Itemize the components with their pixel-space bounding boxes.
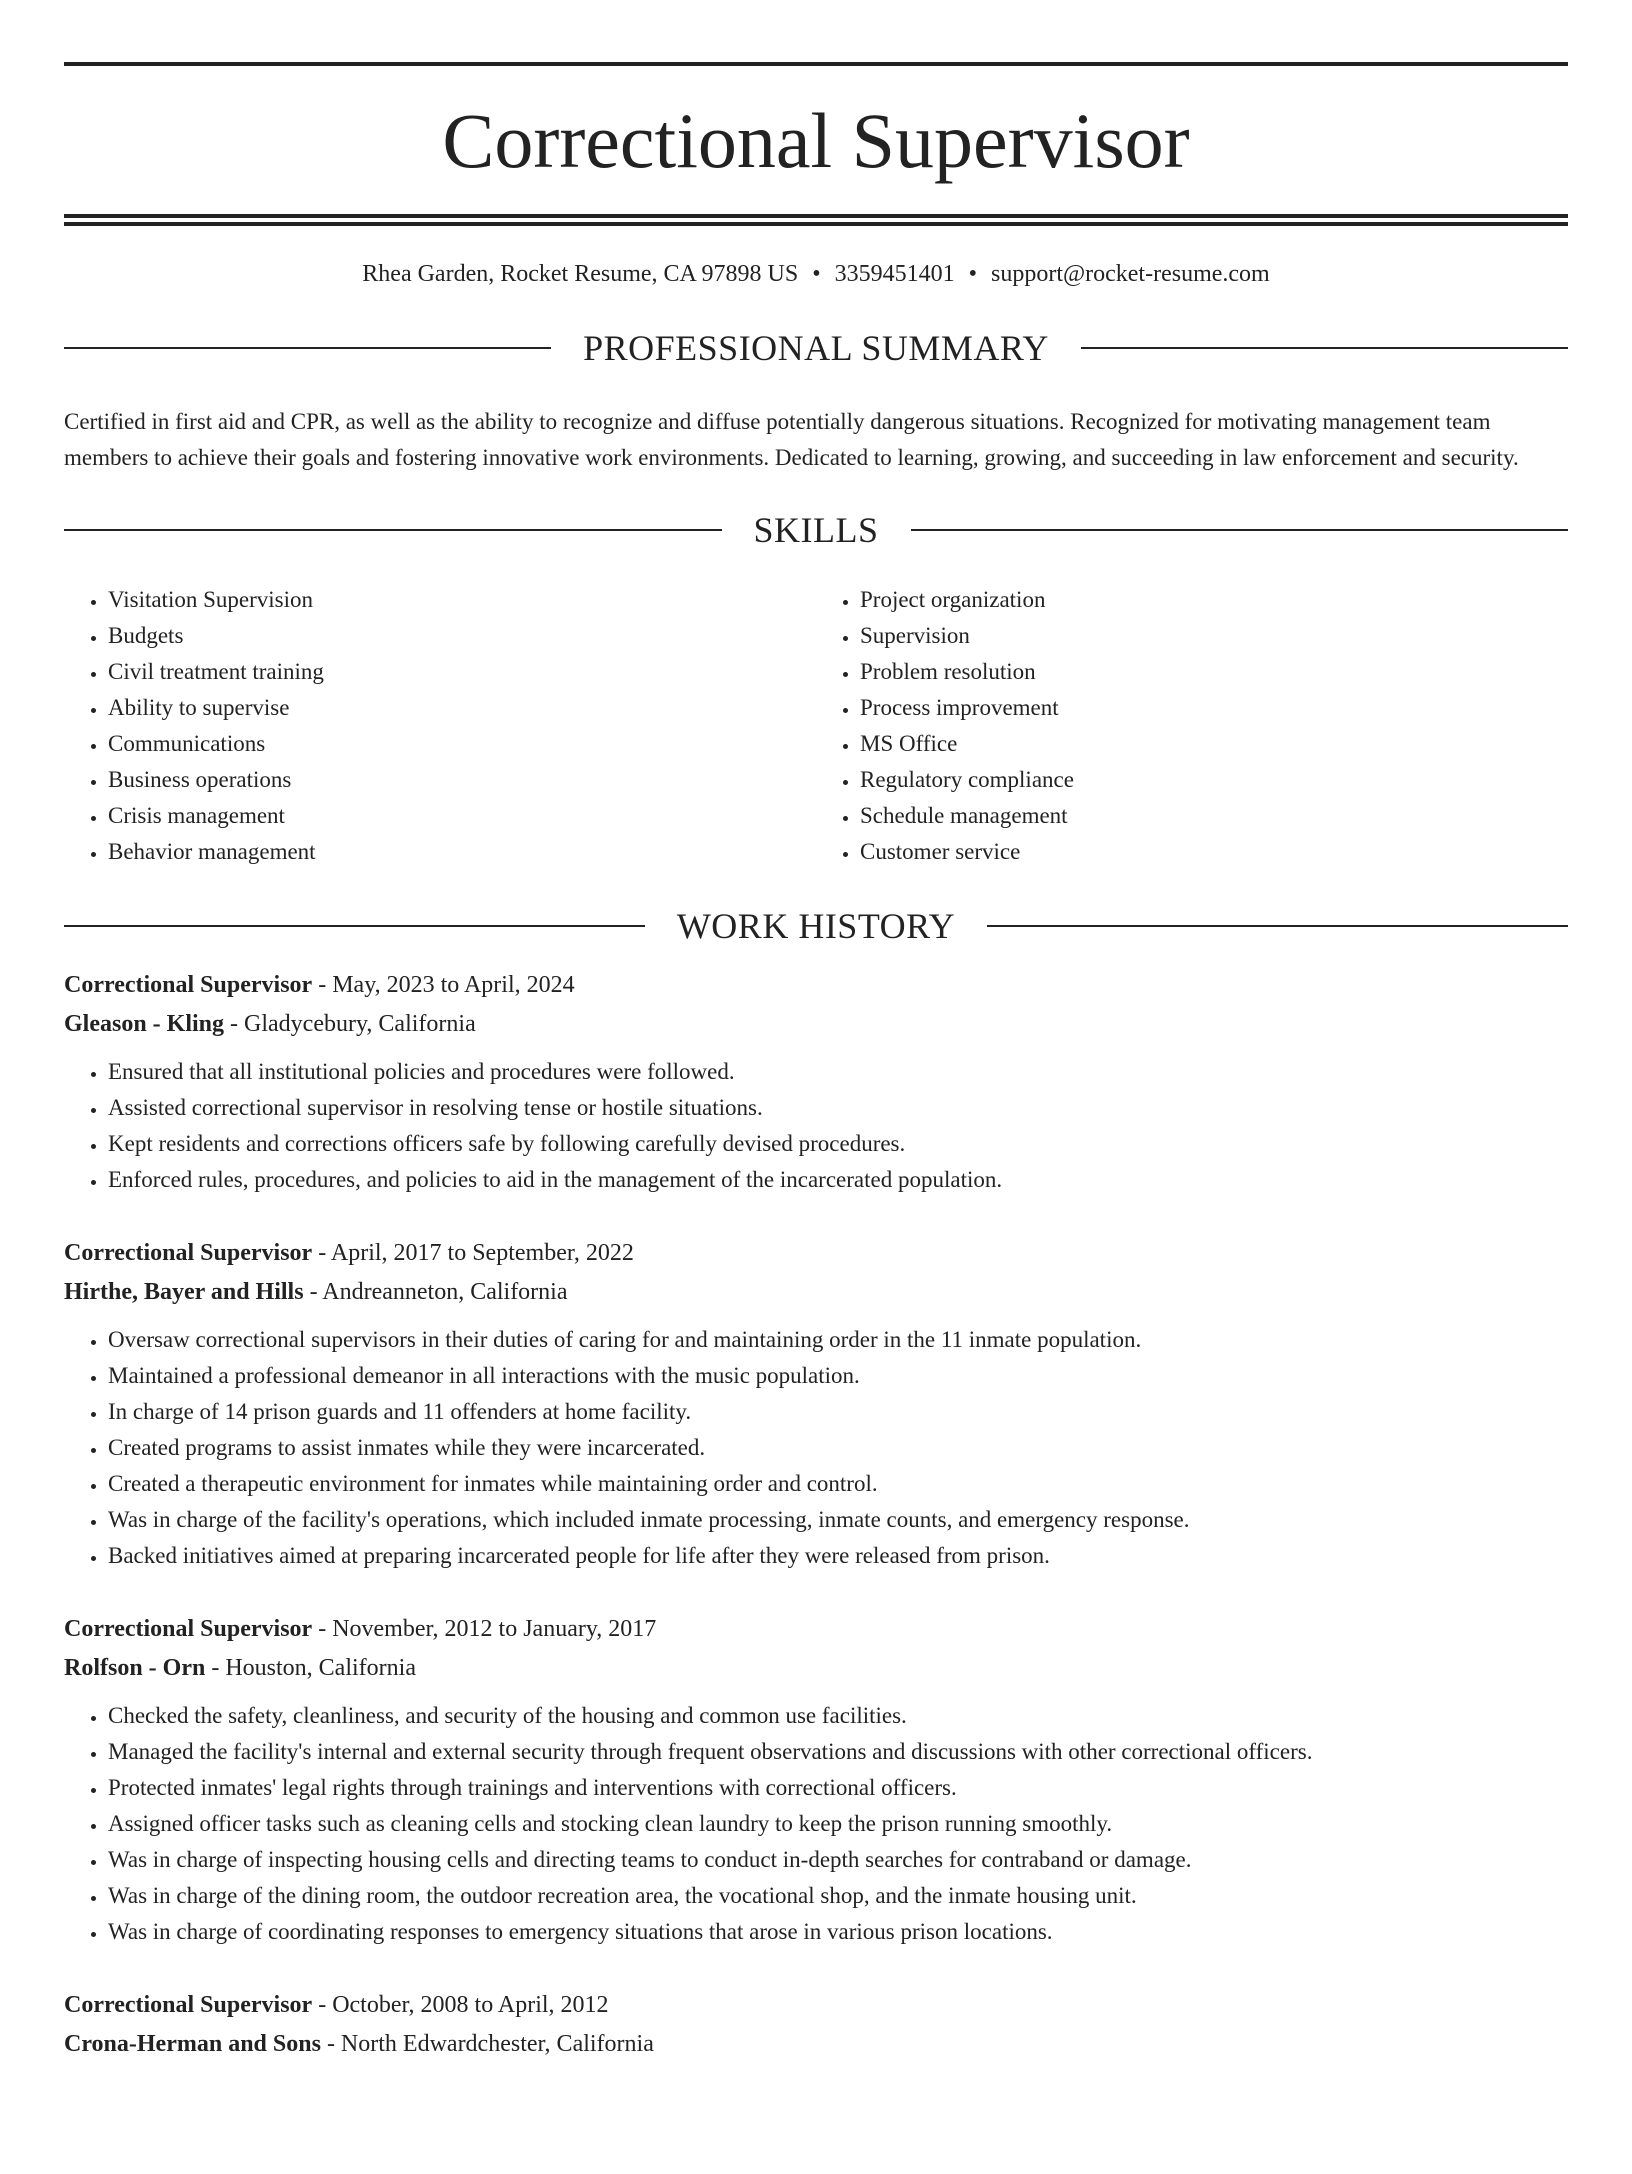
section-title: SKILLS (753, 510, 879, 550)
job-entry (64, 966, 1568, 1198)
job-company: Crona-Herman and Sons (64, 2031, 321, 2057)
job-company: Rolfson - Orn (64, 1655, 206, 1681)
skill-item: • Supervision (860, 618, 1568, 654)
job-dates: - April, 2017 to September, 2022 (312, 1240, 634, 1266)
skill-item: • MS Office (860, 726, 1568, 762)
heading-rule-left (64, 925, 645, 927)
job-company: Gleason - Kling (64, 1011, 225, 1037)
job-title: Correctional Supervisor (64, 972, 313, 998)
job-duty-item: • Was in charge of the dining room, the outdoor recreation area, the vocational shop, and the inmate housing unit. (108, 1878, 1568, 1914)
job-duty-item: • Managed the facility's internal and external security through frequent observations and discussions with other correctional officers. (108, 1734, 1568, 1770)
contact-line (64, 262, 1568, 286)
contact-separator: • (812, 261, 821, 287)
job-duties (64, 1698, 1568, 1950)
skill-item: • Communications (108, 726, 816, 762)
summary-text: Certified in first aid and CPR, as well as the ability to recognize and diffuse potentially dangerous situations. Recognized for motivating management team members to achieve their goals and fostering innovative work environments. Dedicated to learning, growing, and succeeding in law enforcement and security. (64, 409, 1519, 470)
skill-item: • Ability to supervise (108, 690, 816, 726)
section-title: PROFESSIONAL SUMMARY (583, 328, 1049, 368)
job-company: Hirthe, Bayer and Hills (64, 1279, 304, 1305)
section-title: WORK HISTORY (676, 906, 956, 946)
skill-item: • Civil treatment training (108, 654, 816, 690)
job-duty-item: • Maintained a professional demeanor in all interactions with the music population. (108, 1358, 1568, 1394)
skills-column-left (64, 582, 816, 870)
job-duty-item: • Oversaw correctional supervisors in their duties of caring for and maintaining order in the 11 inmate population. (108, 1322, 1568, 1358)
job-entry (64, 1986, 1568, 2064)
top-rule (64, 62, 1568, 66)
job-duty-item: • Created programs to assist inmates while they were incarcerated. (108, 1430, 1568, 1466)
job-title-line (64, 966, 1568, 1005)
skills-column-right (816, 582, 1568, 870)
job-entry (64, 1610, 1568, 1950)
job-entry (64, 1234, 1568, 1574)
job-duty-item: • Was in charge of coordinating responses to emergency situations that arose in various prison locations. (108, 1914, 1568, 1950)
job-title: Correctional Supervisor (64, 1992, 313, 2018)
job-title: Correctional Supervisor (64, 1616, 313, 1642)
contact-phone: 3359451401 (834, 261, 955, 287)
job-location: - North Edwardchester, California (320, 2031, 654, 2057)
skill-item: • Regulatory compliance (860, 762, 1568, 798)
heading-rule-left (64, 529, 722, 531)
job-duty-item: • Backed initiatives aimed at preparing incarcerated people for life after they were released from prison. (108, 1538, 1568, 1574)
skill-item: • Crisis management (108, 798, 816, 834)
job-duty-item: • Ensured that all institutional policies and procedures were followed. (108, 1054, 1568, 1090)
heading-rule-left (64, 347, 551, 349)
contact-separator: • (968, 261, 978, 287)
job-duty-item: • In charge of 14 prison guards and 11 offenders at home facility. (108, 1394, 1568, 1430)
job-duties (64, 1054, 1568, 1198)
job-company-line (64, 1649, 1568, 1688)
job-duty-item: • Protected inmates' legal rights through trainings and interventions with correctional officers. (108, 1770, 1568, 1806)
skill-item: • Problem resolution (860, 654, 1568, 690)
job-location: - Gladycebury, California (224, 1011, 476, 1037)
page-title: Correctional Supervisor (442, 97, 1190, 184)
heading-rule-right (911, 529, 1569, 531)
contact-email: support@rocket-resume.com (991, 261, 1270, 287)
skill-item: • Business operations (108, 762, 816, 798)
contact-address: Rhea Garden, Rocket Resume, CA 97898 US (362, 261, 799, 287)
job-company-line (64, 1273, 1568, 1312)
job-title-line (64, 1986, 1568, 2025)
skills-heading (64, 512, 1568, 548)
job-company-line (64, 1005, 1568, 1044)
job-title-line (64, 1234, 1568, 1273)
job-duty-item: • Assigned officer tasks such as cleaning cells and stocking clean laundry to keep the prison running smoothly. (108, 1806, 1568, 1842)
job-location: - Andreanneton, California (303, 1279, 568, 1305)
skill-item: • Project organization (860, 582, 1568, 618)
skill-item: • Behavior management (108, 834, 816, 870)
job-dates: - October, 2008 to April, 2012 (312, 1992, 609, 2018)
skills-list (64, 582, 1568, 870)
job-duty-item: • Enforced rules, procedures, and policies to aid in the management of the incarcerated population. (108, 1162, 1568, 1198)
job-title: Correctional Supervisor (64, 1240, 313, 1266)
skill-item: • Schedule management (860, 798, 1568, 834)
job-duty-item: • Created a therapeutic environment for inmates while maintaining order and control. (108, 1466, 1568, 1502)
job-duty-item: • Was in charge of the facility's operations, which included inmate processing, inmate counts, and emergency response. (108, 1502, 1568, 1538)
job-dates: - May, 2023 to April, 2024 (312, 972, 575, 998)
skill-item: • Visitation Supervision (108, 582, 816, 618)
job-location: - Houston, California (205, 1655, 416, 1681)
skill-item: • Process improvement (860, 690, 1568, 726)
job-duties (64, 1322, 1568, 1574)
work-history-list (64, 966, 1568, 2064)
skill-item: • Customer service (860, 834, 1568, 870)
job-duty-item: • Kept residents and corrections officers safe by following carefully devised procedures. (108, 1126, 1568, 1162)
resume-page (0, 62, 1632, 2174)
heading-rule-right (987, 925, 1568, 927)
heading-rule-right (1081, 347, 1568, 349)
job-duty-item: • Checked the safety, cleanliness, and security of the housing and common use facilities. (108, 1698, 1568, 1734)
skill-item: • Budgets (108, 618, 816, 654)
summary-heading (64, 330, 1568, 366)
job-duty-item: • Was in charge of inspecting housing cells and directing teams to conduct in-depth searches for contraband or damage. (108, 1842, 1568, 1878)
job-title-line (64, 1610, 1568, 1649)
work-heading (64, 908, 1568, 944)
job-company-line (64, 2025, 1568, 2064)
title-double-rule (64, 214, 1568, 226)
job-dates: - November, 2012 to January, 2017 (312, 1616, 657, 1642)
job-duty-item: • Assisted correctional supervisor in resolving tense or hostile situations. (108, 1090, 1568, 1126)
